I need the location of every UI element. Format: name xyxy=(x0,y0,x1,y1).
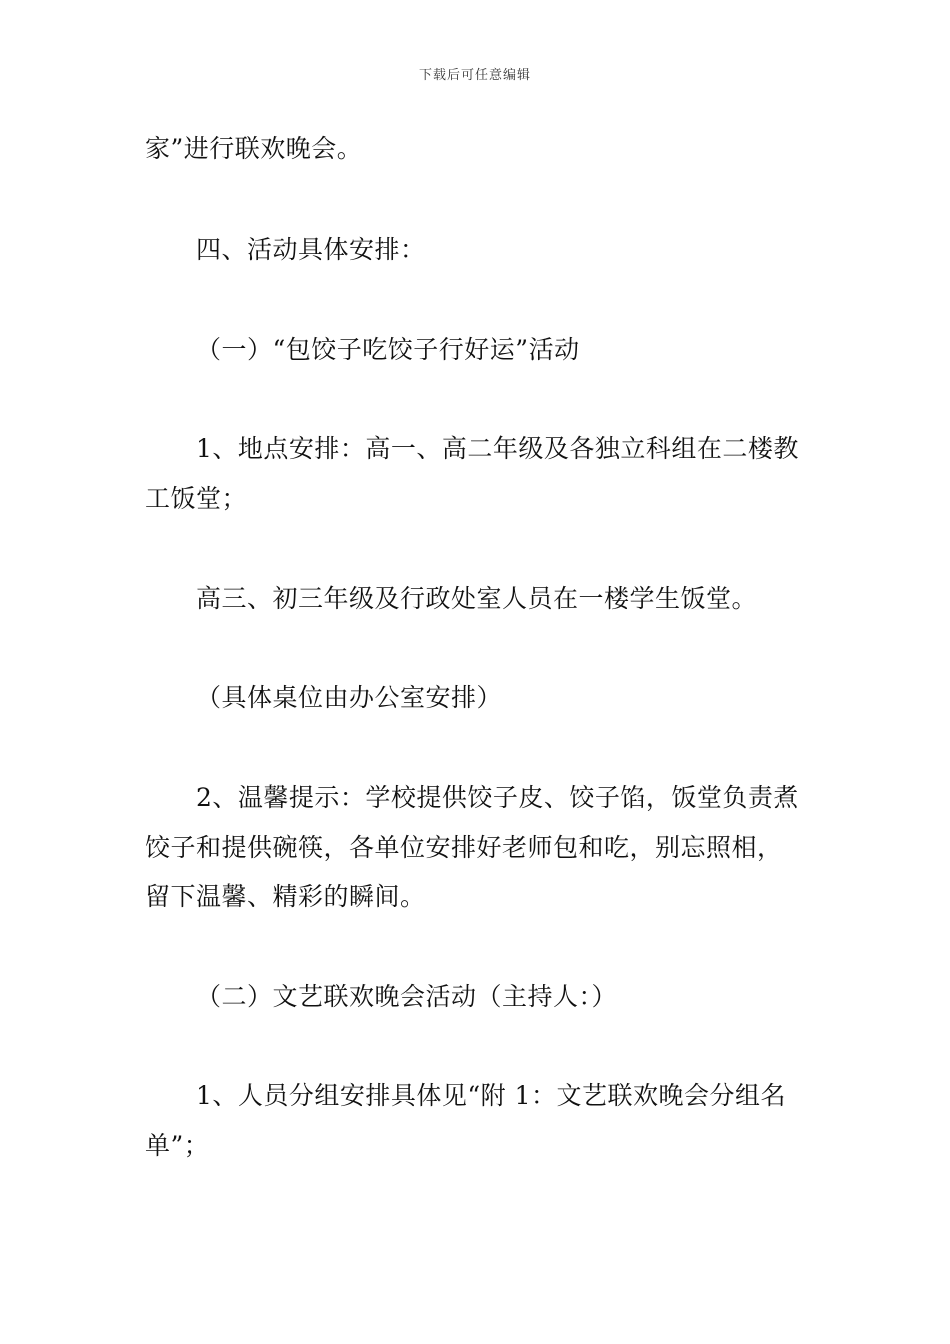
section-heading: 四、活动具体安排： xyxy=(196,235,426,264)
page-header: 下载后可任意编辑 xyxy=(418,68,531,83)
paragraph-line: 2、温馨提示：学校提供饺子皮、饺子馅，饭堂负责煮 xyxy=(196,783,799,812)
paragraph-line: 家”进行联欢晚会。 xyxy=(145,134,363,163)
paragraph-line: 单”； xyxy=(145,1131,210,1160)
paragraph-line: （具体桌位由办公室安排） xyxy=(196,683,503,712)
paragraph-line: 留下温馨、精彩的瞬间。 xyxy=(145,882,426,911)
paragraph-line: 1、人员分组安排具体见“附 1：文艺联欢晚会分组名 xyxy=(196,1081,787,1110)
subsection-heading: （一）“包饺子吃饺子行好运”活动 xyxy=(196,335,580,364)
paragraph-line: 饺子和提供碗筷，各单位安排好老师包和吃，别忘照相， xyxy=(145,833,783,862)
paragraph-line: 工饭堂； xyxy=(145,484,248,513)
paragraph-line: 高三、初三年级及行政处室人员在一楼学生饭堂。 xyxy=(196,584,758,613)
subsection-heading: （二）文艺联欢晚会活动（主持人：） xyxy=(196,982,618,1011)
paragraph-line: 1、地点安排：高一、高二年级及各独立科组在二楼教 xyxy=(196,434,799,463)
